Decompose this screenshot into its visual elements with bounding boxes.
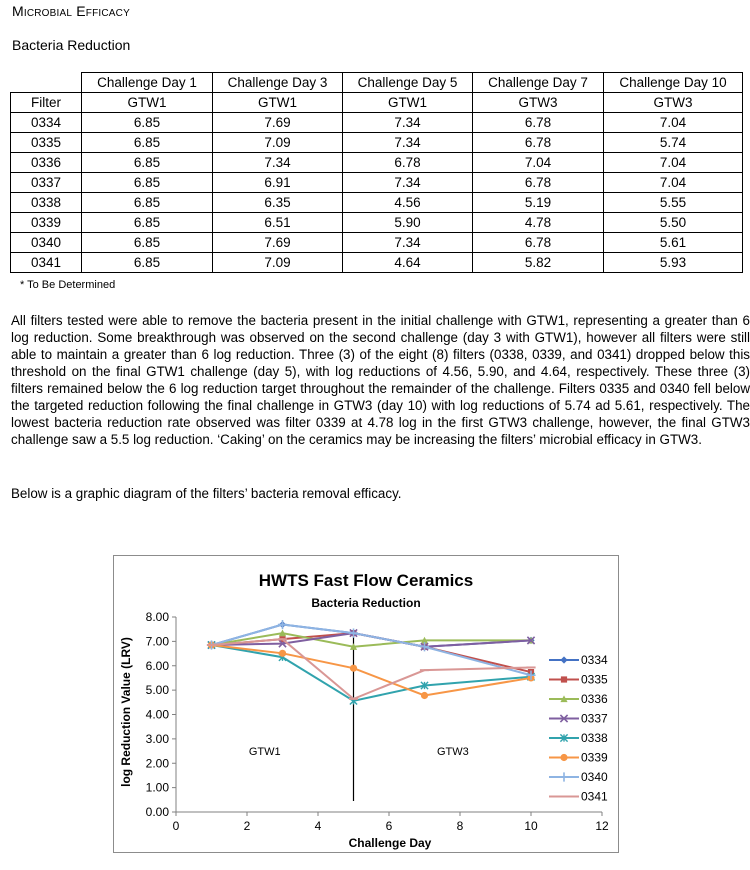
subsection-heading: Bacteria Reduction	[12, 37, 131, 53]
data-point-0339	[350, 665, 357, 672]
filter-id-cell: 0335	[11, 133, 82, 153]
legend-marker	[560, 754, 567, 761]
table-cell: 6.78	[473, 113, 604, 133]
table-row	[11, 253, 743, 273]
table-cell: 7.04	[604, 153, 743, 173]
table-row	[11, 153, 743, 173]
legend-item-0336	[549, 692, 608, 706]
table-cell: 6.78	[473, 133, 604, 153]
table-cell: 6.85	[82, 133, 213, 153]
legend-label: 0338	[581, 731, 608, 745]
table-header-row-days	[11, 73, 743, 93]
chart-frame	[113, 555, 619, 853]
table-cell: 5.90	[343, 213, 473, 233]
chart-subtitle: Bacteria Reduction	[311, 596, 421, 610]
table-row	[11, 173, 743, 193]
table-cell: 5.74	[604, 133, 743, 153]
column-header-solution: GTW1	[82, 93, 213, 113]
x-tick-label: 12	[595, 819, 609, 833]
table-cell: 4.56	[343, 193, 473, 213]
column-header-day: Challenge Day 7	[473, 73, 604, 93]
filter-id-cell: 0341	[11, 253, 82, 273]
table-cell: 6.91	[213, 173, 343, 193]
legend-item-0335	[549, 673, 608, 687]
data-point-0339	[279, 650, 286, 657]
y-axis-label: log Reduction Value (LRV)	[119, 637, 133, 787]
table-cell: 7.04	[604, 113, 743, 133]
legend-marker	[561, 676, 567, 682]
chart-series	[207, 620, 536, 704]
y-tick-label: 0.00	[145, 805, 169, 819]
x-tick-label: 4	[314, 819, 322, 833]
table-cell: 6.78	[473, 233, 604, 253]
x-tick-label: 8	[456, 819, 464, 833]
table-cell: 6.85	[82, 113, 213, 133]
table-cell: 6.85	[82, 233, 213, 253]
legend-label: 0337	[581, 711, 608, 726]
table-cell: 7.09	[213, 133, 343, 153]
table-cell: 6.85	[82, 153, 213, 173]
legend-label: 0341	[581, 789, 608, 804]
filter-id-cell: 0337	[11, 173, 82, 193]
legend-item-0338	[549, 731, 608, 745]
table-cell: 7.34	[343, 133, 473, 153]
legend-item-0341	[549, 790, 608, 804]
y-tick-label: 2.00	[145, 756, 169, 771]
y-tick-label: 3.00	[145, 731, 169, 746]
filter-id-cell: 0334	[11, 113, 82, 133]
column-header-solution: GTW3	[604, 93, 743, 113]
table-cell: 5.82	[473, 253, 604, 273]
table-cell: 6.85	[82, 173, 213, 193]
table-header-row-solutions	[11, 93, 743, 113]
table-cell: 6.85	[82, 213, 213, 233]
table-cell: 7.34	[343, 113, 473, 133]
annotation-gtw1: GTW1	[248, 746, 281, 759]
y-tick-label: 5.00	[145, 683, 169, 698]
table-cell: 5.61	[604, 233, 743, 253]
column-header-solution: GTW1	[343, 93, 473, 113]
x-tick-label: 6	[385, 819, 393, 833]
column-header-day: Challenge Day 3	[213, 73, 343, 93]
y-tick-label: 4.00	[145, 707, 169, 722]
data-point-0340	[278, 620, 287, 629]
column-header-solution: GTW3	[473, 93, 604, 113]
series-0339	[208, 641, 535, 699]
x-axis-label: Challenge Day	[348, 836, 432, 850]
filter-id-cell: 0339	[11, 213, 82, 233]
filter-id-cell: 0336	[11, 153, 82, 173]
y-tick-label: 7.00	[145, 634, 169, 649]
legend-label: 0334	[581, 653, 608, 667]
table-cell: 7.69	[213, 113, 343, 133]
table-cell: 6.78	[343, 153, 473, 173]
table-cell: 6.85	[82, 253, 213, 273]
table-row	[11, 193, 743, 213]
table-cell: 7.69	[213, 233, 343, 253]
filter-id-cell: 0340	[11, 233, 82, 253]
table-cell: 5.50	[604, 213, 743, 233]
x-tick-label: 0	[172, 819, 180, 833]
legend-marker	[559, 772, 568, 781]
line-chart	[114, 556, 618, 852]
column-header-day: Challenge Day 5	[343, 73, 473, 93]
table-cell: 5.19	[473, 193, 604, 213]
filter-column-header: Filter	[11, 93, 82, 113]
chart-legend	[549, 653, 608, 804]
data-point-0339	[421, 692, 428, 699]
table-cell: 7.04	[604, 173, 743, 193]
table-row	[11, 233, 743, 253]
series-line-0341	[212, 639, 532, 699]
section-heading: Microbial Efficacy	[12, 3, 130, 19]
legend-label: 0335	[581, 672, 608, 687]
table-cell: 6.51	[213, 213, 343, 233]
table-cell: 7.34	[213, 153, 343, 173]
column-header-solution: GTW1	[213, 93, 343, 113]
legend-label: 0340	[581, 770, 608, 784]
table-footnote: * To Be Determined	[20, 279, 116, 291]
paragraph-text: All filters tested were able to remove the bacteria present in the initial challenge with GTW1, representing a greater than 6 log reduction. Some breakthrough was observed on the second challenge (day 3 with GTW1), however all filters were still able to maintain a greater than 6 log reduction. Three (3) of the eight (8) filters (0338, 0339, and 0341) dropped below this threshold on the final GTW1 challenge (day 5), with log reductions of 4.56, 5.90, and 4.64, respectively. These three (3) filters remained below the 6 log reduction target throughout the remainder of the challenge. Filters 0335 and 0340 fell below the targeted reduction following the final challenge in GTW3 (day 10) with log reductions of 5.74 ad 5.61, respectively. The lowest bacteria reduction rate observed was filter 0339 at 4.78 log in the first GTW3 challenge, however, the final GTW3 challenge saw a 5.5 log reduction. ‘Caking’ on the ceramics may be increasing the filters’ microbial efficacy in GTW3.	[11, 313, 750, 447]
legend-item-0334	[549, 653, 608, 667]
table-cell: 6.85	[82, 193, 213, 213]
table-cell: 7.34	[343, 173, 473, 193]
chart-title: HWTS Fast Flow Ceramics	[258, 571, 474, 590]
annotation-gtw3: GTW3	[437, 746, 469, 759]
table-corner-cell	[11, 73, 82, 93]
table-cell: 5.55	[604, 193, 743, 213]
table-cell: 6.78	[473, 173, 604, 193]
filter-id-cell: 0338	[11, 193, 82, 213]
table-row	[11, 213, 743, 233]
y-tick-label: 1.00	[145, 780, 169, 795]
body-paragraph	[11, 312, 750, 448]
legend-marker	[560, 656, 567, 663]
table-cell: 4.64	[343, 253, 473, 273]
legend-label: 0339	[581, 750, 608, 765]
table-cell: 4.78	[473, 213, 604, 233]
column-header-day: Challenge Day 1	[82, 73, 213, 93]
table-cell: 7.09	[213, 253, 343, 273]
table-cell: 7.04	[473, 153, 604, 173]
table-cell: 7.34	[343, 233, 473, 253]
x-tick-label: 2	[243, 819, 251, 833]
y-tick-label: 6.00	[145, 658, 169, 673]
column-header-day: Challenge Day 10	[604, 73, 743, 93]
table-cell: 5.93	[604, 253, 743, 273]
legend-item-0339	[549, 751, 608, 765]
legend-item-0340	[549, 770, 608, 784]
table-row	[11, 113, 743, 133]
table-row	[11, 133, 743, 153]
series-0341	[207, 639, 536, 699]
legend-label: 0336	[581, 692, 608, 706]
y-tick-label: 8.00	[145, 610, 169, 624]
table-cell: 6.35	[213, 193, 343, 213]
chart-intro-text: Below is a graphic diagram of the filters’ bacteria removal efficacy.	[11, 486, 402, 501]
legend-item-0337	[549, 712, 608, 726]
bacteria-reduction-table	[10, 72, 743, 273]
x-tick-label: 10	[524, 819, 538, 833]
